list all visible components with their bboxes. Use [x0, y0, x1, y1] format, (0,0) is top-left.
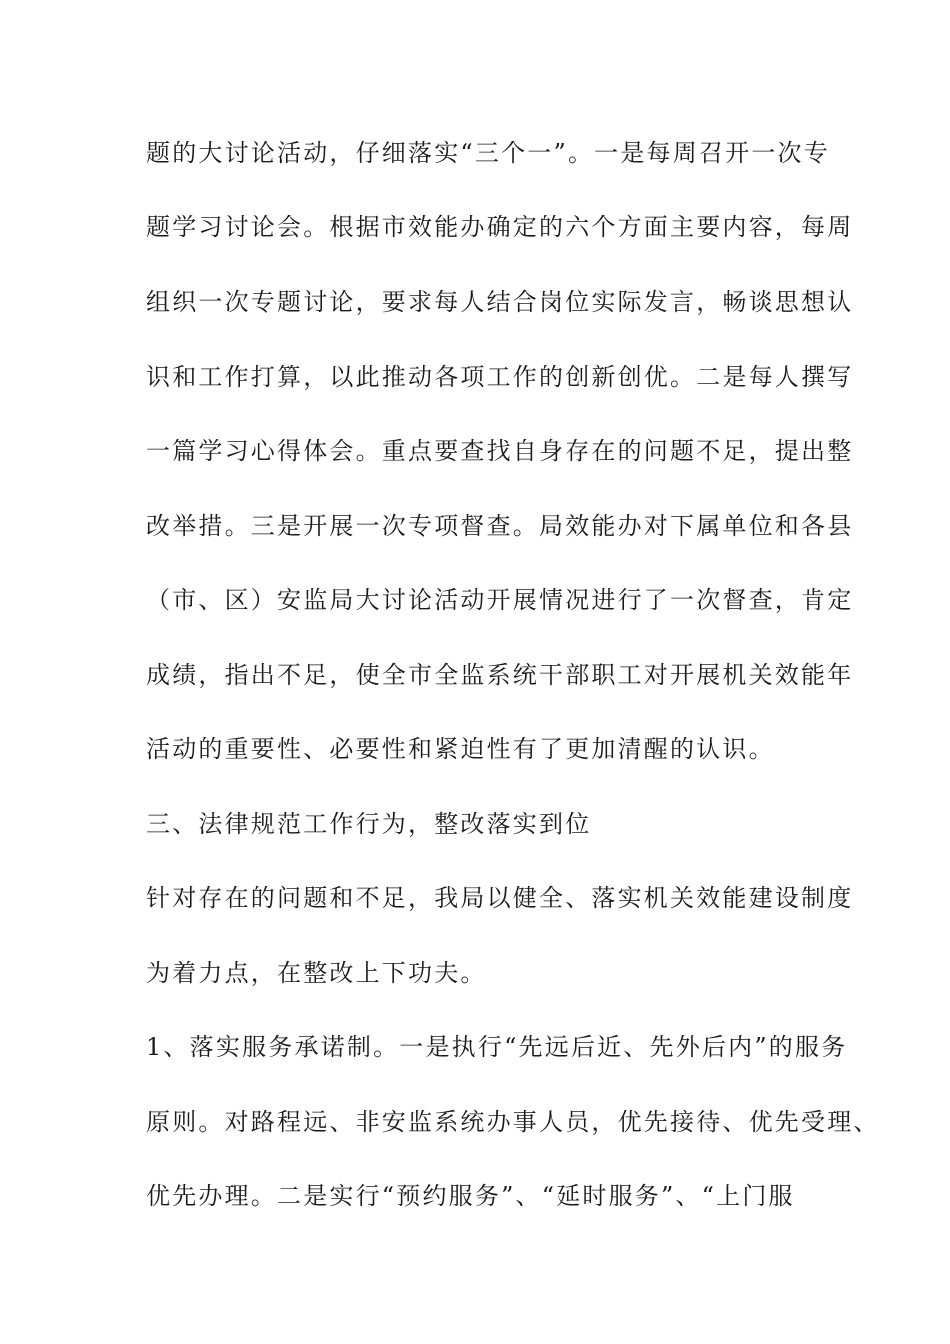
text-line: 活动的重要性、必要性和紧迫性有了更加清醒的认识。: [146, 735, 775, 763]
text-line: 题的大讨论活动，仔细落实“三个一”。一是每周召开一次专: [146, 139, 830, 167]
section-heading: 三、法律规范工作行为，整改落实到位: [146, 810, 592, 838]
text-line: 1、落实服务承诺制。一是执行“先远后近、先外后内”的服务: [146, 1033, 848, 1061]
text-line: 针对存在的问题和不足，我局以健全、落实机关效能建设制度: [146, 884, 854, 912]
text-line: 一篇学习心得体会。重点要查找自身存在的问题不足，提出整: [146, 437, 854, 465]
text-line: 优先办理。二是实行“预约服务”、“延时服务”、“上门服: [146, 1182, 795, 1210]
text-line: 原则。对路程远、非安监系统办事人员，优先接待、优先受理、: [146, 1108, 880, 1136]
text-line: 成绩，指出不足，使全市全监系统干部职工对开展机关效能年: [146, 661, 854, 689]
text-line: 为着力点，在整改上下功夫。: [146, 959, 487, 987]
text-line: 识和工作打算，以此推动各项工作的创新创优。二是每人撰写: [146, 363, 854, 391]
text-line: 题学习讨论会。根据市效能办确定的六个方面主要内容，每周: [146, 213, 854, 241]
text-line: 组织一次专题讨论，要求每人结合岗位实际发言，畅谈思想认: [146, 288, 854, 316]
text-line: （市、区）安监局大讨论活动开展情况进行了一次督查，肯定: [146, 586, 854, 614]
text-line: 改举措。三是开展一次专项督查。局效能办对下属单位和各县: [146, 512, 854, 540]
